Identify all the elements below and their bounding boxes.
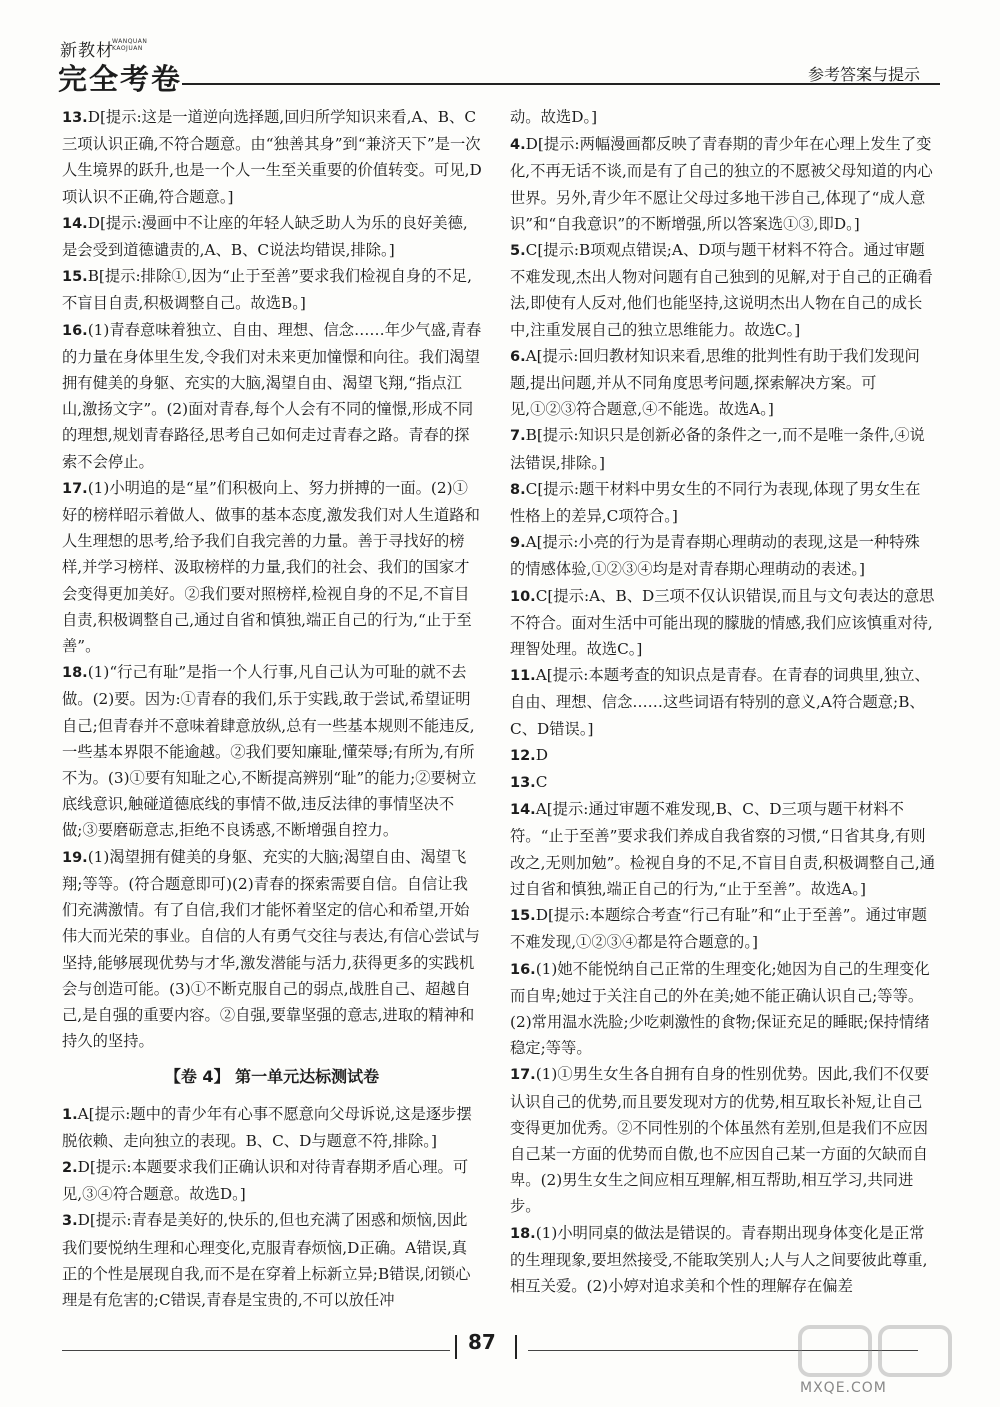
- answer-list-left-2: [62, 1101, 482, 1314]
- answer-text: A[提示:本题考查的知识点是青春。在青春的词典里,独立、自由、理想、信念……这些词语有特别的意义,A符合题意;B、C、D错误。]: [510, 666, 930, 738]
- answer-text: C[提示:A、B、D三项不仅认识错误,而且与文句表达的意思不符合。面对生活中可能出现的朦胧的情感,我们应该慎重对待,理智处理。故选C。]: [510, 586, 935, 659]
- answer-text: (1)她不能悦纳自己正常的生理变化;她因为自己的生理变化而自卑;她过于关注自己的外在美;她不能正确认识自己;等等。(2)常用温水洗脸;少吃刺激性的食物;保证充足的睡眠;保持情绪稳定;等等。: [510, 959, 930, 1058]
- answer-list-right: [510, 104, 935, 1299]
- answer-text: D[提示:两幅漫画都反映了青春期的青少年在心理上发生了变化,不再无话不谈,而是有了自己的独立的不愿被父母知道的内心世界。另外,青少年不愿让父母过多地干涉自己,体现了“成人意识”和“自我意识”的不断增强,所以答案选①③,即D。]: [510, 135, 933, 233]
- answer-text: A[提示:通过审题不难发现,B、C、D三项与题干材料不符。“止于至善”要求我们养成自我省察的习惯,“日省其身,有则改之,无则加勉”。检视自身的不足,不盲目自责,积极调整自己,通过自省和慎独,端正自己的行为,“止于至善”。故选A。]: [510, 800, 935, 898]
- answer-text: C: [535, 773, 548, 792]
- answer-number: 15.: [510, 908, 536, 925]
- answer-number: 13.: [510, 775, 536, 792]
- section-heading: 参考答案与提示: [807, 65, 920, 84]
- answer-item: [510, 1220, 935, 1300]
- answer-number: 9.: [510, 535, 526, 552]
- answer-item: [510, 1061, 935, 1219]
- answer-text: (1)小明同桌的做法是错误的。青春期出现身体变化是正常的生理现象,要坦然接受,不能取笑别人;人与人之间要彼此尊重,相互关爱。(2)小婷对追求美和个性的理解存在偏差: [510, 1223, 928, 1295]
- answer-number: 8.: [510, 481, 526, 498]
- answer-text: A[提示:回归教材知识来看,思维的批判性有助于我们发现问题,提出问题,并从不同角度思考问题,探索解决方案。可见,①②③符合题意,④不能选。故选A。]: [510, 346, 920, 419]
- page-header: [0, 0, 1000, 96]
- answer-text: C[提示:题干材料中男女生的不同行为表现,体现了男女生在性格上的差异,C项符合。]: [510, 479, 921, 526]
- answer-item: [62, 263, 482, 316]
- answer-item: [510, 902, 935, 955]
- brand-top: 新教材: [60, 41, 114, 61]
- answer-number: 10.: [510, 588, 536, 605]
- brand-pinyin-line-2: KAOJUAN: [112, 45, 143, 52]
- answer-number: 16.: [62, 322, 88, 339]
- answer-number: 17.: [510, 1067, 536, 1084]
- answer-text: D[提示:本题要求我们正确认识和对待青春期矛盾心理。可见,③④符合题意。故选D。]: [62, 1157, 469, 1204]
- answer-item: [62, 104, 482, 210]
- answer-number: 12.: [510, 747, 536, 764]
- answer-text: (1)①男生女生各自拥有自身的性别优势。因此,我们不仅要认识自己的优势,而且要发现对方的优势,相互取长补短,让自己变得更加优秀。②不同性别的个体虽然有差别,但是我们不应因自己某一方面的优势而自傲,也不应因自己某一方面的欠缺而自卑。(2)男生女生之间应相互理解,相互帮助,相互学习,共同进步。: [510, 1065, 930, 1216]
- answer-item: [510, 476, 935, 529]
- answer-item: [62, 1207, 482, 1313]
- answer-list-left: [62, 104, 482, 1054]
- answer-number: 17.: [62, 480, 88, 497]
- right-column: [510, 104, 935, 1299]
- answer-item: [510, 662, 935, 742]
- answer-number: 16.: [510, 961, 536, 978]
- answer-text: D[提示:这是一道逆向选择题,回归所学知识来看,A、B、C三项认识正确,不符合题意。由“独善其身”到“兼济天下”是一次人生境界的跃升,也是一个人一生至关重要的价值转变。可见,D项认识不正确,符合题意。]: [62, 108, 482, 206]
- answer-item: [510, 769, 935, 796]
- answer-text: D[提示:青春是美好的,快乐的,但也充满了困惑和烦恼,因此我们要悦纳生理和心理变化,克服青春烦恼,D正确。A错误,真正的个性是展现自我,而不是在穿着上标新立异;B错误,闭锁心理是有危害的;C错误,青春是宝贵的,不可以放任冲: [62, 1211, 471, 1309]
- answer-number: 6.: [510, 348, 526, 365]
- answer-item: [62, 317, 482, 475]
- answer-item: [510, 956, 935, 1062]
- answer-item: [62, 659, 482, 843]
- answer-text: D[提示:漫画中不让座的年轻人缺乏助人为乐的良好美德,是会受到道德谴责的,A、B、C说法均错误,排除。]: [62, 213, 468, 260]
- answer-item: [510, 529, 935, 582]
- answer-item: [510, 131, 935, 237]
- answer-item: [62, 1154, 482, 1207]
- answer-number: 5.: [510, 243, 526, 260]
- section-title: 【卷 4】 第一单元达标测试卷: [164, 1067, 380, 1087]
- answer-item: [62, 1101, 482, 1154]
- answer-text: D: [535, 745, 548, 764]
- answer-item: [510, 583, 935, 663]
- answer-text: (1)渴望拥有健美的身躯、充实的大脑;渴望自由、渴望飞翔;等等。(符合题意即可)(2)青春的探索需要自信。自信让我们充满激情。有了自信,我们才能怀着坚定的信心和希望,开始伟大而光荣的事业。自信的人有勇气交往与表达,有信心尝试与坚持,能够展现优势与才华,激发潜能与活力,获得更多的实践机会与创造可能。(3)①不断克服自己的弱点,战胜自己、超越自己,是自强的重要内容。②自强,要靠坚强的意志,进取的精神和持久的坚持。: [62, 847, 480, 1051]
- answer-text: B[提示:知识只是创新必备的条件之一,而不是唯一条件,④说法错误,排除。]: [510, 426, 925, 472]
- answer-number: 2.: [62, 1159, 78, 1176]
- answer-number: 4.: [510, 137, 526, 154]
- brand-pinyin: [112, 38, 147, 52]
- answer-text: A[提示:题中的青少年有心事不愿意向父母诉说,这是逐步摆脱依赖、走向独立的表现。B、C、D与题意不符,排除。]: [62, 1104, 472, 1150]
- answer-item: [62, 844, 482, 1055]
- answer-item: [62, 475, 482, 659]
- answer-item: [510, 796, 935, 902]
- footer-rule-left: [62, 1350, 450, 1351]
- left-column: [62, 104, 482, 1313]
- answer-number: 14.: [62, 215, 88, 232]
- answer-item: [62, 210, 482, 263]
- answer-text: B[提示:排除①,因为“止于至善”要求我们检视自身的不足,不盲目自责,积极调整自己。故选B。]: [62, 267, 472, 313]
- footer-bar-left: [455, 1335, 457, 1359]
- answer-number: 15.: [62, 269, 88, 286]
- answer-item: [510, 104, 935, 131]
- answer-number: 13.: [62, 110, 88, 126]
- answer-number: 7.: [510, 428, 526, 445]
- answer-number: 18.: [510, 1225, 536, 1242]
- brand-pinyin-line-1: WANQUAN: [112, 38, 148, 45]
- answer-number: 11.: [510, 668, 536, 685]
- watermark-text: MXQE.COM: [800, 1380, 887, 1396]
- answer-text: (1)青春意味着独立、自由、理想、信念……年少气盛,青春的力量在身体里生发,令我们对未来更加憧憬和向往。我们渴望拥有健美的身躯、充实的大脑,渴望自由、渴望飞翔,“指点江山,激扬文字”。(2)面对青春,每个人会有不同的憧憬,形成不同的理想,规划青春路径,思考自己如何走过青春之路。青春的探索不会停止。: [62, 320, 482, 471]
- answer-item: [510, 742, 935, 769]
- answer-number: 18.: [62, 665, 88, 682]
- answer-number: 1.: [62, 1106, 78, 1123]
- answer-text: (1)小明追的是“星”们积极向上、努力拼搏的一面。(2)①好的榜样昭示着做人、做事的基本态度,激发我们对人生道路和人生理想的思考,给予我们自我完善的力量。善于寻找好的榜样,并学习榜样、汲取榜样的力量,我们的社会、我们的国家才会变得更加美好。②我们要对照榜样,检视自身的不足,不盲目自责,积极调整自己,通过自省和慎独,端正自己的行为,“止于至善”。: [62, 478, 480, 656]
- brand-logo-text: 完全考卷: [58, 62, 183, 96]
- answer-number: 14.: [510, 802, 536, 819]
- answer-item: [510, 343, 935, 423]
- answer-item: [510, 422, 935, 475]
- answer-text: 动。故选D。]: [510, 108, 598, 126]
- answer-text: A[提示:小亮的行为是青春期心理萌动的表现,这是一种特殊的情感体验,①②③④均是对青春期心理萌动的表述。]: [510, 533, 920, 579]
- answer-text: (1)“行己有耻”是指一个人行事,凡自己认为可耻的就不去做。(2)要。因为:①青春的我们,乐于实践,敢于尝试,希望证明自己;但青春并不意味着肆意放纵,总有一些基本规则不能违反,一些基本界限不能逾越。②我们要知廉耻,懂荣辱;有所为,有所不为。(3)①要有知耻之心,不断提高辨别“耻”的能力;②要树立底线意识,触碰道德底线的事情不做,违反法律的事情坚决不做;③要磨砺意志,拒绝不良诱惑,不断增强自控力。: [62, 663, 477, 840]
- answer-text: C[提示:B项观点错误;A、D项与题干材料不符合。通过审题不难发现,杰出人物对问题有自己独到的见解,对于自己的正确看法,即使有人反对,他们也能坚持,这说明杰出人物在自己的成长中,注重发展自己的独立思维能力。故选C。]: [510, 241, 933, 339]
- footer-bar-right: [515, 1335, 517, 1359]
- answer-number: 3.: [62, 1213, 78, 1230]
- answer-item: [510, 237, 935, 343]
- answer-number: 19.: [62, 849, 88, 866]
- page-number: 87: [468, 1330, 496, 1354]
- answer-text: D[提示:本题综合考查“行己有耻”和“止于至善”。通过审题不难发现,①②③④都是符合题意的。]: [510, 906, 927, 952]
